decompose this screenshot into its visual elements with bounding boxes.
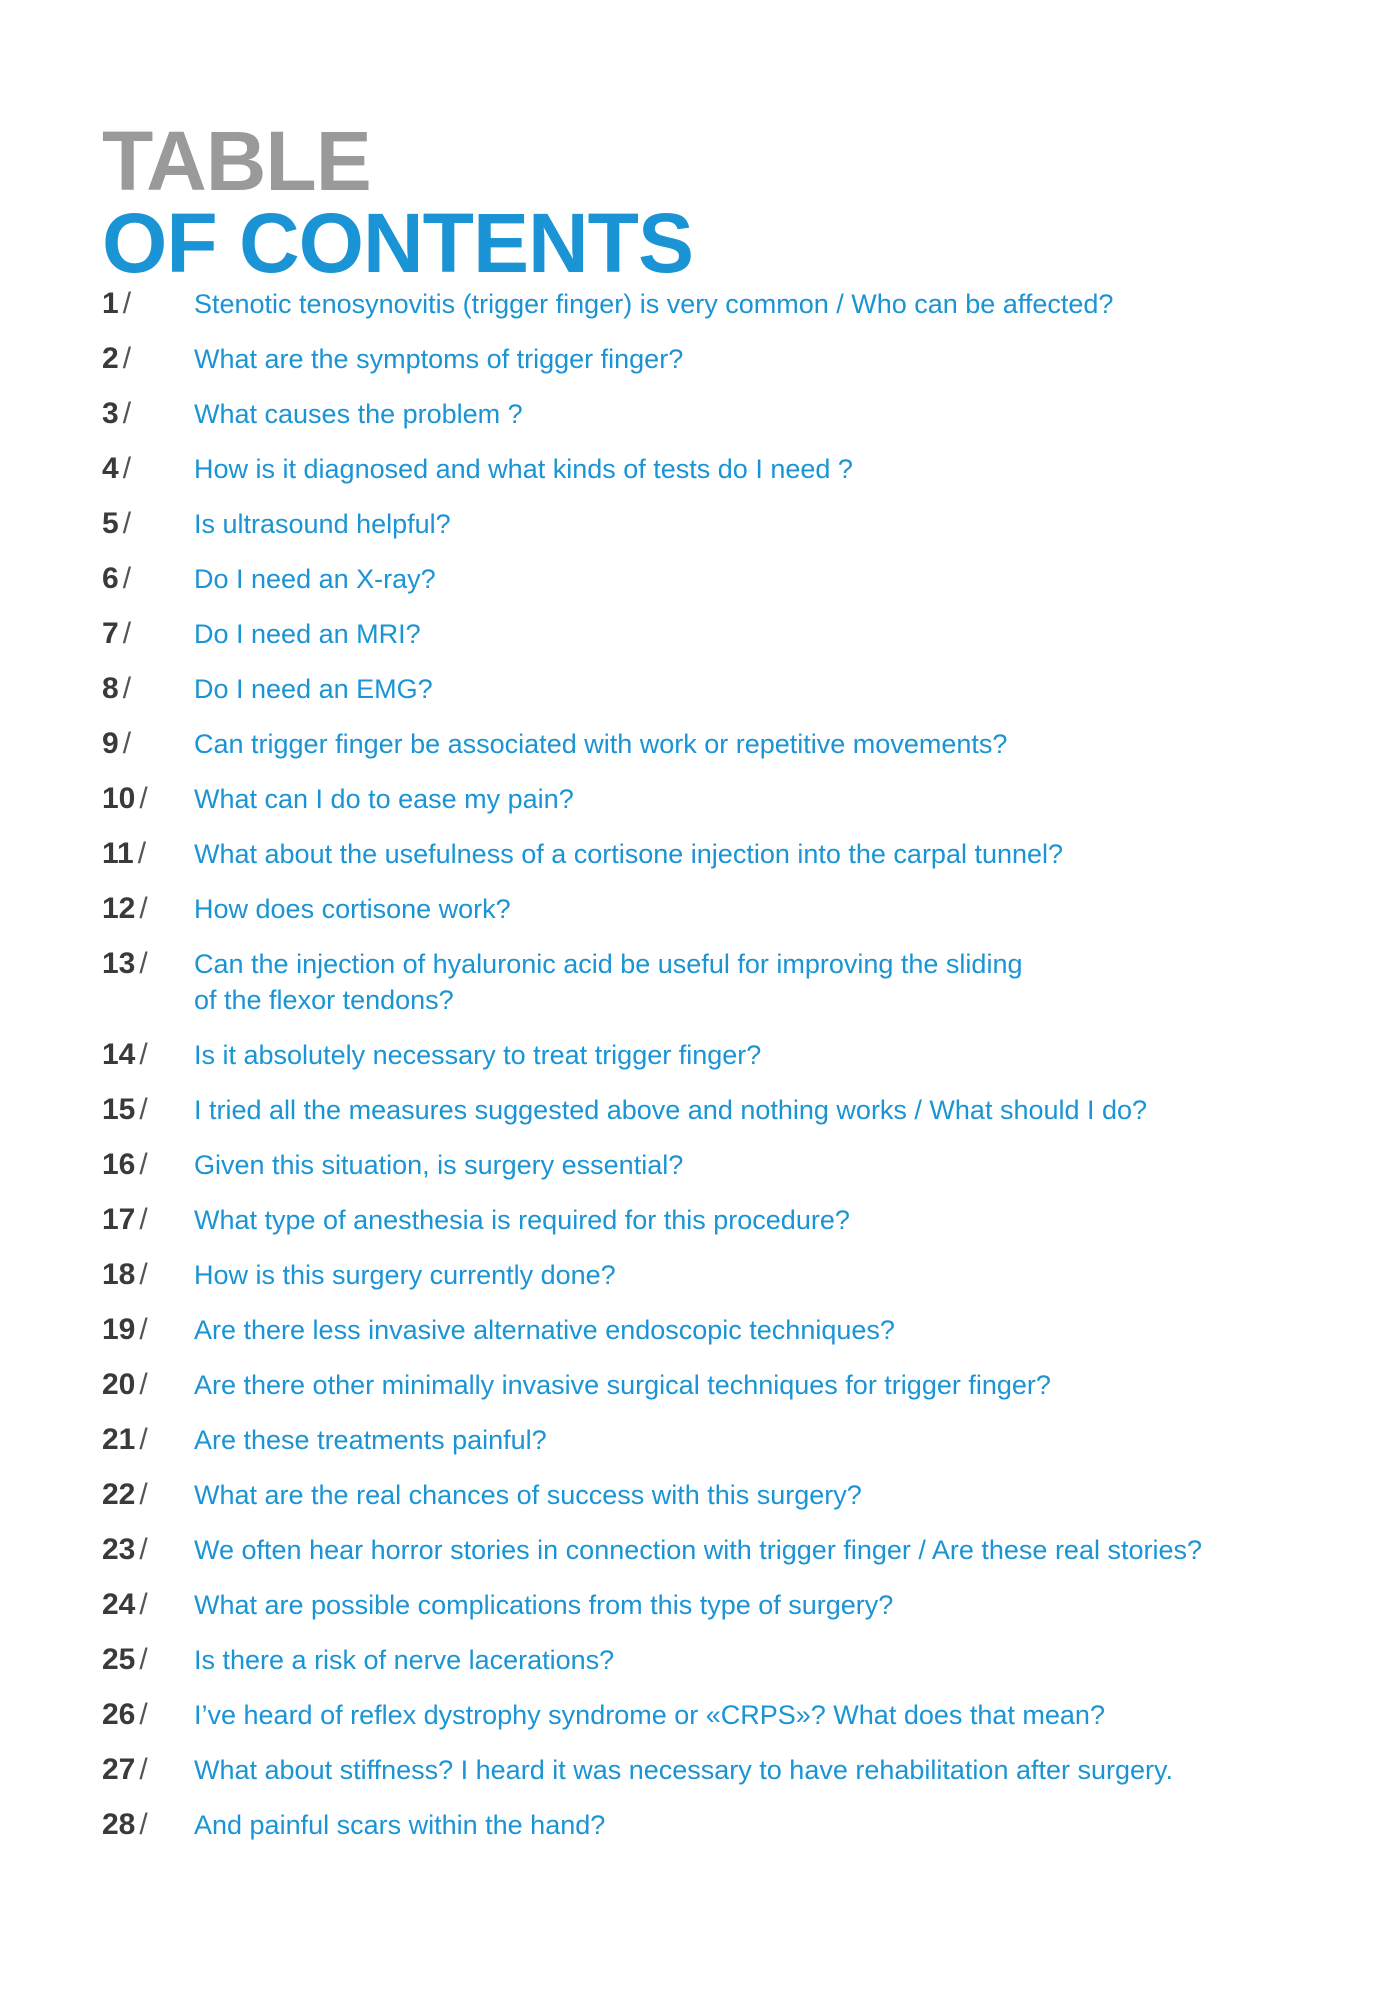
entry-separator: / [139,1148,148,1181]
entry-number: 15 [102,1093,136,1126]
entry-separator: / [139,1368,148,1401]
entry-number: 11 [102,837,134,870]
toc-entry[interactable] [102,451,1352,487]
toc-entry[interactable] [102,671,1352,707]
entry-separator: / [139,892,148,925]
title-line-table: TABLE [102,114,371,209]
toc-entry[interactable] [102,616,1352,652]
toc-entry-number [102,1477,148,1513]
entry-separator: / [122,672,132,705]
toc-entry[interactable] [102,1367,1352,1403]
entry-number: 12 [102,892,136,925]
entry-separator: / [139,1478,148,1511]
entry-separator: / [139,947,148,980]
toc-entry[interactable] [102,946,1352,1018]
toc-entry-number [102,1312,148,1348]
toc-entry-title[interactable]: Is ultrasound helpful? [194,509,451,539]
entry-number: 23 [102,1533,136,1566]
entry-number: 5 [102,507,119,540]
toc-entry[interactable] [102,1587,1352,1623]
toc-entry[interactable] [102,1752,1352,1788]
entry-number: 27 [102,1753,136,1786]
toc-entry-title[interactable]: And painful scars within the hand? [194,1810,606,1840]
toc-entry-number [102,506,131,542]
toc-entry-number [102,1147,148,1183]
toc-entry-title[interactable]: Can the injection of hyaluronic acid be useful for improving the sliding of the flexor tendons? [194,949,1023,1015]
toc-entry[interactable] [102,1202,1352,1238]
entry-number: 16 [102,1148,136,1181]
entry-separator: / [139,1698,148,1731]
entry-number: 14 [102,1038,136,1071]
entry-number: 4 [102,452,119,485]
entry-separator: / [139,1203,148,1236]
entry-number: 22 [102,1478,136,1511]
toc-entry[interactable] [102,396,1352,432]
toc-entry-title[interactable]: Stenotic tenosynovitis (trigger finger) is very common / Who can be affected? [194,289,1114,319]
toc-entry-title[interactable]: Can trigger finger be associated with work or repetitive movements? [194,729,1008,759]
toc-entry-number [102,1697,148,1733]
toc-entry-number [102,671,131,707]
entry-separator: / [139,1258,148,1291]
toc-entry-number [102,891,148,927]
toc-entry[interactable] [102,341,1352,377]
toc-entry-title[interactable]: What about stiffness? I heard it was necessary to have rehabilitation after surgery. [194,1755,1174,1785]
entry-number: 13 [102,947,136,980]
toc-entry-title[interactable]: Do I need an MRI? [194,619,421,649]
toc-entry[interactable] [102,1807,1352,1843]
entry-separator: / [122,342,132,375]
entry-separator: / [122,452,132,485]
toc-entry-number [102,1092,148,1128]
toc-entry-number [102,561,131,597]
entry-number: 17 [102,1203,136,1236]
entry-number: 19 [102,1313,136,1346]
entry-separator: / [122,562,132,595]
entry-separator: / [122,507,132,540]
entry-number: 26 [102,1698,136,1731]
toc-entry-title[interactable]: Is it absolutely necessary to treat trigger finger? [194,1040,762,1070]
toc-entry-title[interactable]: What causes the problem ? [194,399,523,429]
toc-entry-number [102,396,131,432]
entry-separator: / [139,1313,148,1346]
toc-entry-number [102,726,131,762]
entry-separator: / [139,1423,148,1456]
toc-entry-title[interactable]: Do I need an EMG? [194,674,433,704]
toc-entry-number [102,946,148,982]
toc-entry[interactable] [102,891,1352,927]
entry-number: 28 [102,1808,136,1841]
toc-entry[interactable] [102,1092,1352,1128]
entry-number: 8 [102,672,119,705]
toc-entry[interactable] [102,726,1352,762]
toc-entry-title[interactable]: Do I need an X-ray? [194,564,436,594]
toc-entry-number [102,1257,148,1293]
toc-entry[interactable] [102,1642,1352,1678]
toc-entry-title[interactable]: What can I do to ease my pain? [194,784,574,814]
toc-entry-number [102,781,148,817]
toc-entry-title[interactable]: I tried all the measures suggested above and nothing works / What should I do? [194,1095,1148,1125]
toc-entry[interactable] [102,561,1352,597]
entry-separator: / [139,1093,148,1126]
toc-entry-number [102,1202,148,1238]
entry-number: 2 [102,342,119,375]
toc-entry[interactable] [102,286,1352,322]
toc-entry-title[interactable]: What about the usefulness of a cortisone injection into the carpal tunnel? [194,839,1064,869]
toc-entry-number [102,1037,148,1073]
toc-entry[interactable] [102,506,1352,542]
toc-entry[interactable] [102,1477,1352,1513]
toc-entry-title[interactable]: What are possible complications from this type of surgery? [194,1590,894,1620]
toc-entry-title[interactable]: We often hear horror stories in connection with trigger finger / Are these real stories? [194,1535,1203,1565]
toc-entry[interactable] [102,1257,1352,1293]
toc-entry-number [102,1807,148,1843]
toc-list [102,286,1352,1862]
toc-entry-title[interactable]: I’ve heard of reflex dystrophy syndrome or «CRPS»? What does that mean? [194,1700,1105,1730]
toc-entry-title[interactable]: What type of anesthesia is required for this procedure? [194,1205,850,1235]
entry-separator: / [122,397,132,430]
toc-entry-number [102,1752,148,1788]
toc-entry-title[interactable]: Is there a risk of nerve lacerations? [194,1645,615,1675]
toc-entry-number [102,616,131,652]
entry-separator: / [139,1808,148,1841]
toc-entry-title[interactable]: How does cortisone work? [194,894,511,924]
entry-separator: / [122,727,132,760]
entry-separator: / [139,782,148,815]
toc-entry-title[interactable]: How is it diagnosed and what kinds of tests do I need ? [194,454,853,484]
toc-entry-number [102,1587,148,1623]
entry-separator: / [139,1753,148,1786]
entry-number: 1 [102,287,119,320]
toc-entry[interactable] [102,781,1352,817]
entry-number: 24 [102,1588,136,1621]
entry-separator: / [137,837,147,870]
toc-entry[interactable] [102,1697,1352,1733]
entry-number: 7 [102,617,119,650]
toc-entry[interactable] [102,1422,1352,1458]
toc-entry-number [102,341,131,377]
toc-entry-title[interactable]: What are the symptoms of trigger finger? [194,344,684,374]
entry-separator: / [139,1038,148,1071]
toc-entry-title[interactable]: What are the real chances of success with this surgery? [194,1480,862,1510]
entry-separator: / [139,1533,148,1566]
entry-number: 3 [102,397,119,430]
toc-entry-number [102,1532,148,1568]
toc-entry[interactable] [102,1532,1352,1568]
toc-entry-number [102,1367,148,1403]
toc-entry[interactable] [102,1312,1352,1348]
page-title [102,114,693,291]
toc-entry-title[interactable]: Are these treatments painful? [194,1425,547,1455]
entry-number: 20 [102,1368,136,1401]
entry-separator: / [139,1643,148,1676]
toc-entry-number [102,836,146,872]
toc-entry[interactable] [102,1037,1352,1073]
entry-number: 21 [102,1423,136,1456]
toc-entry-number [102,1422,148,1458]
toc-entry-number [102,451,131,487]
entry-number: 9 [102,727,119,760]
toc-entry-title[interactable]: Are there other minimally invasive surgical techniques for trigger finger? [194,1370,1051,1400]
toc-entry-title[interactable]: Given this situation, is surgery essential? [194,1150,684,1180]
entry-separator: / [139,1588,148,1621]
toc-entry-title[interactable]: How is this surgery currently done? [194,1260,616,1290]
entry-separator: / [122,617,132,650]
toc-entry-number [102,286,131,322]
entry-number: 6 [102,562,119,595]
entry-separator: / [122,287,132,320]
toc-entry-number [102,1642,148,1678]
toc-entry[interactable] [102,1147,1352,1183]
entry-number: 25 [102,1643,136,1676]
entry-number: 10 [102,782,136,815]
entry-number: 18 [102,1258,136,1291]
title-line-of-contents: OF CONTENTS [102,196,693,291]
toc-entry-title[interactable]: Are there less invasive alternative endoscopic techniques? [194,1315,895,1345]
toc-entry[interactable] [102,836,1352,872]
